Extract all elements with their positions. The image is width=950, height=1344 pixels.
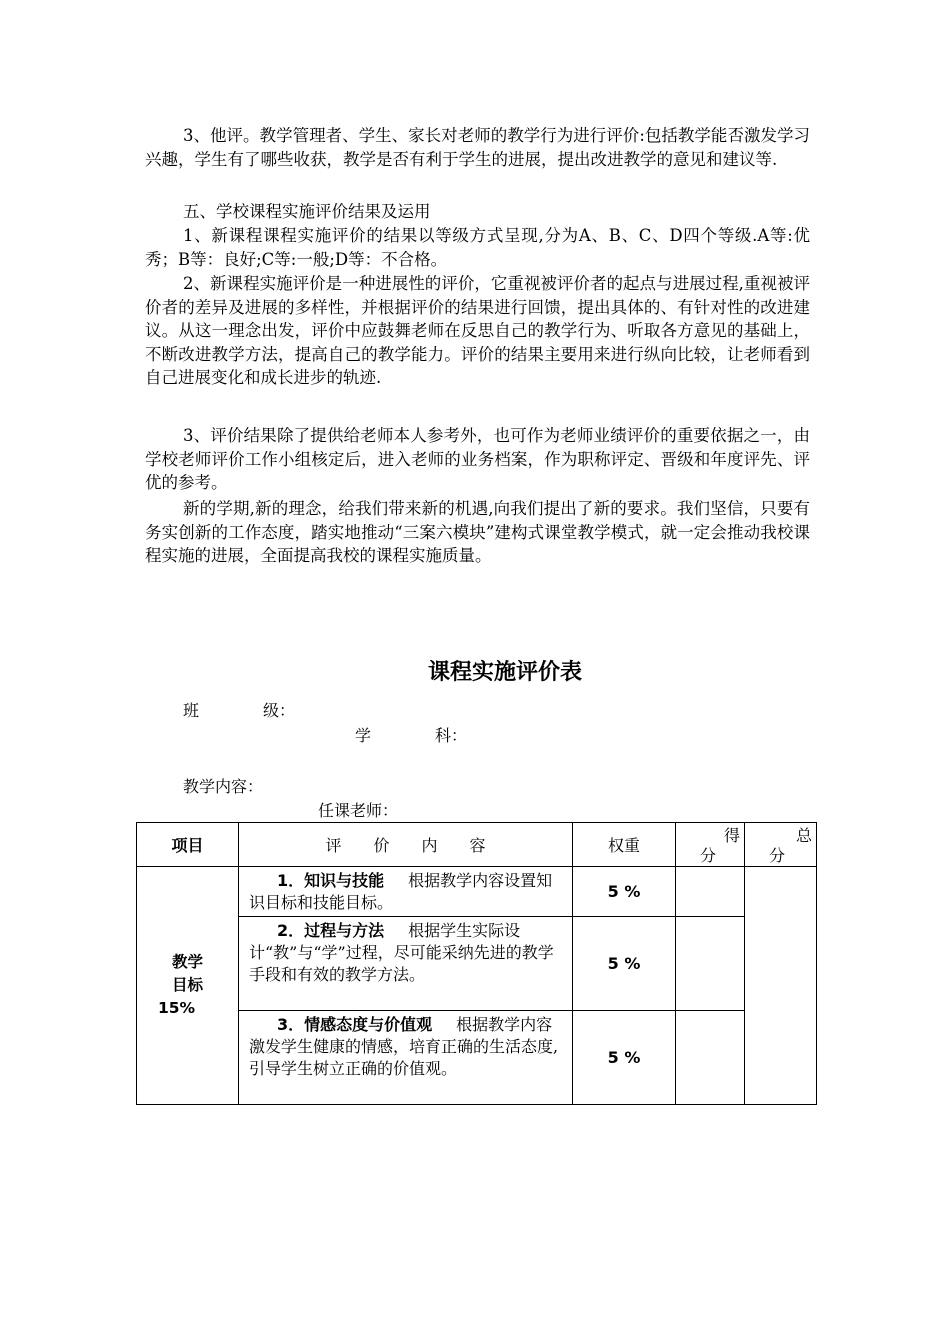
total-score-cell bbox=[745, 867, 817, 1105]
subject-field-label: 学 科： bbox=[355, 726, 468, 745]
table-row bbox=[137, 867, 817, 917]
paragraph-evaluation-use: 3、评价结果除了提供给老师本人参考外，也可作为老师业绩评价的重要依据之一，由学校老师评价工作小组核定后，进入老师的业务档案，作为职称评定、晋级和年度评先、评优的参考。 bbox=[145, 426, 810, 492]
evaluation-table bbox=[136, 822, 817, 1105]
header-score-top: 得 bbox=[723, 826, 740, 845]
criterion-text: 根据学生实际设计“教”与“学”过程，尽可能采纳先进的教学手段和有效的教学方法。 bbox=[249, 921, 554, 984]
weight-cell: 5 % bbox=[573, 867, 676, 917]
weight-cell: 5 % bbox=[573, 1011, 676, 1105]
header-total-bottom: 分 bbox=[769, 846, 786, 865]
header-score bbox=[676, 823, 745, 867]
score-cell bbox=[676, 1011, 745, 1105]
criterion-lead: 1．知识与技能 bbox=[277, 871, 385, 890]
score-cell bbox=[676, 917, 745, 1011]
criterion-text: 根据教学内容设置知识目标和技能目标。 bbox=[249, 871, 553, 912]
form-title: 课程实施评价表 bbox=[427, 660, 582, 685]
table-row bbox=[137, 917, 817, 1011]
score-cell bbox=[676, 867, 745, 917]
group-label-line-2: 目标 bbox=[171, 976, 203, 994]
paragraph-developmental-evaluation: 2、新课程实施评价是一种进展性的评价，它重视被评价者的起点与进展过程,重视被评价者的差异及进展的多样性，并根据评价的结果进行回馈，提出具体的、有针对性的改进建议。从这一理念出发，评价中应鼓舞老师在反思自己的教学行为、听取各方意见的基础上，不断改进教学方法，提高自己的教学能力。评价的结果主要用来进行纵向比较，让老师看到自己进展变化和成长进步的轨迹. bbox=[145, 274, 810, 387]
header-item bbox=[137, 823, 239, 867]
criterion-lead: 3．情感态度与价值观 bbox=[277, 1015, 433, 1034]
header-total bbox=[745, 823, 817, 867]
header-content-text: 评 价 内 容 bbox=[325, 836, 486, 855]
criterion-emotion-values bbox=[239, 1011, 573, 1105]
group-label-percent: 15% bbox=[157, 999, 196, 1017]
criterion-process-methods bbox=[239, 917, 573, 1011]
header-content bbox=[239, 823, 573, 867]
paragraph-peer-review: 3、他评。教学管理者、学生、家长对老师的教学行为进行评价:包括教学能否激发学习兴趣，学生有了哪些收获，教学是否有利于学生的进展，提出改进教学的意见和建议等. bbox=[145, 126, 810, 169]
section-heading-five: 五、学校课程实施评价结果及运用 bbox=[183, 202, 431, 221]
header-weight bbox=[573, 823, 676, 867]
table-header-row bbox=[137, 823, 817, 867]
weight-cell: 5 % bbox=[573, 917, 676, 1011]
paragraph-grades: 1、新课程课程实施评价的结果以等级方式呈现,分为A、B、C、D四个等级.A等:优秀；B等：良好;C等:一般;D等：不合格。 bbox=[145, 226, 810, 269]
header-score-bottom: 分 bbox=[700, 846, 717, 865]
header-total-top: 总 bbox=[795, 826, 812, 845]
paragraph-conclusion: 新的学期,新的理念，给我们带来新的机遇,向我们提出了新的要求。我们坚信，只要有务实创新的工作态度，踏实地推动“三案六模块”建构式课堂教学模式，就一定会推动我校课程实施的进展，全面提高我校的课程实施质量。 bbox=[145, 499, 810, 565]
criterion-text: 根据教学内容激发学生健康的情感，培育正确的生活态度,引导学生树立正确的价值观。 bbox=[249, 1015, 559, 1078]
criterion-knowledge-skills bbox=[239, 867, 573, 917]
class-field-label: 班 级： bbox=[183, 701, 296, 720]
table-row bbox=[137, 1011, 817, 1105]
content-field-label: 教学内容： bbox=[183, 777, 264, 796]
teacher-field-label: 任课老师： bbox=[318, 801, 399, 820]
group-label-line-1: 教学 bbox=[171, 953, 203, 971]
header-item-text: 项目 bbox=[171, 836, 204, 855]
group-teaching-objectives bbox=[137, 867, 239, 1105]
criterion-lead: 2．过程与方法 bbox=[277, 921, 385, 940]
header-weight-text: 权重 bbox=[607, 836, 640, 855]
